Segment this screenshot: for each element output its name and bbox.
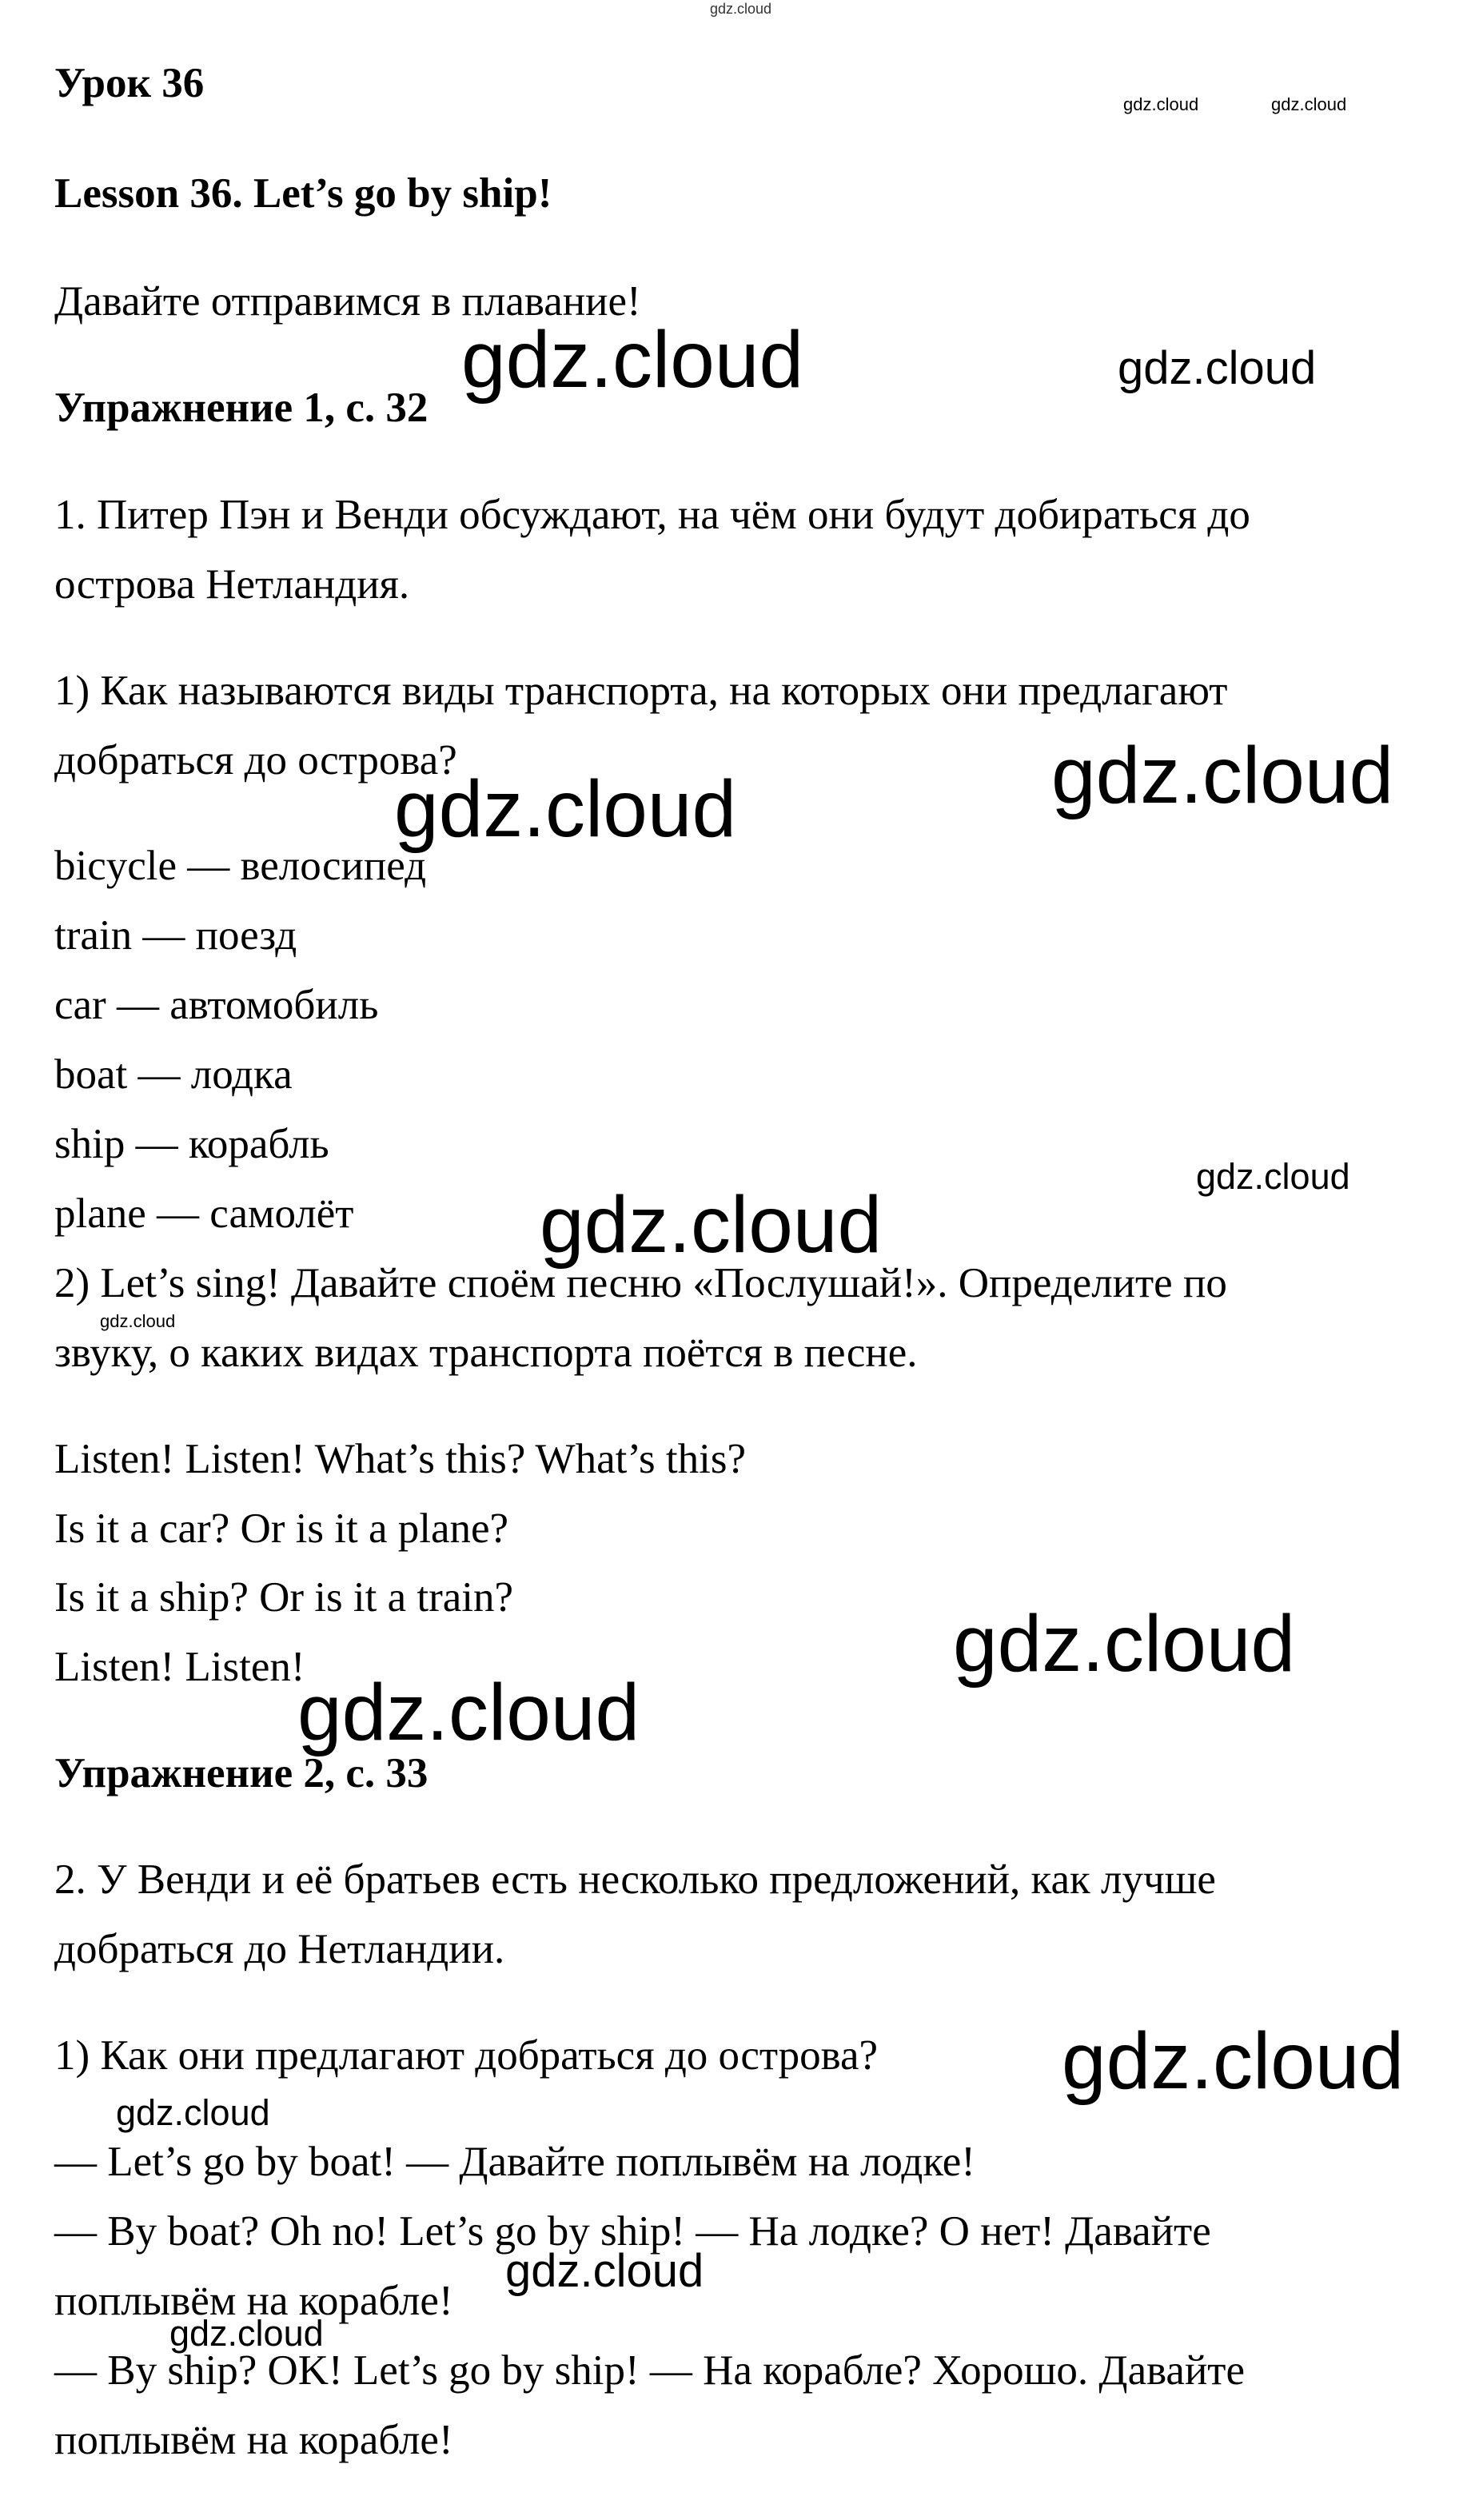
dialogue-line: — Let’s go by boat! — Давайте поплывём на лодке! xyxy=(54,2139,975,2185)
dialogue-line: — By ship? OK! Let’s go by ship! — На корабле? Хорошо. Давайте xyxy=(54,2347,1245,2394)
song-line: Is it a car? Or is it a plane? xyxy=(54,1505,509,1552)
watermark: gdz.cloud xyxy=(1062,2016,1405,2106)
song-line: Is it a ship? Or is it a train? xyxy=(54,1574,514,1621)
watermark: gdz.cloud xyxy=(505,2245,704,2297)
exercise-2-line: 2. У Венди и её братьев есть несколько предложений, как лучше xyxy=(54,1856,1216,1903)
watermark: gdz.cloud xyxy=(116,2092,270,2133)
exercise-2-heading: Упражнение 2, с. 33 xyxy=(54,1750,429,1796)
watermark: gdz.cloud xyxy=(1051,731,1394,820)
exercise-2-line: 1) Как они предлагают добраться до острова? xyxy=(54,2032,879,2079)
watermark: gdz.cloud xyxy=(1196,1156,1350,1197)
exercise-1-heading: Упражнение 1, с. 32 xyxy=(54,385,429,431)
dialogue-line: — By boat? Oh no! Let’s go by ship! — На лодке? О нет! Давайте xyxy=(54,2208,1211,2255)
exercise-2-line: добраться до Нетландии. xyxy=(54,1926,505,1972)
exercise-1-line: 2) Let’s sing! Давайте споём песню «Послушай!». Определите по xyxy=(54,1260,1227,1306)
watermark: gdz.cloud xyxy=(1271,94,1347,114)
lesson-title: Lesson 36. Let’s go by ship! xyxy=(54,170,552,217)
dialogue-line: поплывём на корабле! xyxy=(54,2417,453,2463)
watermark: gdz.cloud xyxy=(394,764,737,854)
vocab-item: ship — корабль xyxy=(54,1121,329,1167)
vocab-item: car — автомобиль xyxy=(54,982,379,1028)
exercise-1-line: 1) Как называются виды транспорта, на которых они предлагают xyxy=(54,668,1228,714)
dialogue-line: поплывём на корабле! xyxy=(54,2278,453,2324)
exercise-1-line: 1. Питер Пэн и Венди обсуждают, на чём они будут добираться до xyxy=(54,492,1250,538)
exercise-1-line: острова Нетландия. xyxy=(54,561,410,608)
watermark: gdz.cloud xyxy=(1118,342,1317,394)
watermark: gdz.cloud xyxy=(710,1,772,17)
watermark: gdz.cloud xyxy=(297,1668,640,1757)
vocab-item: plane — самолёт xyxy=(54,1190,354,1237)
watermark: gdz.cloud xyxy=(1123,94,1199,114)
lesson-translation: Давайте отправимся в плавание! xyxy=(54,278,641,325)
song-line: Listen! Listen! xyxy=(54,1644,305,1690)
vocab-item: bicycle — велосипед xyxy=(54,843,427,889)
watermark: gdz.cloud xyxy=(461,315,804,405)
exercise-1-line: добраться до острова? xyxy=(54,737,457,784)
watermark: gdz.cloud xyxy=(540,1180,883,1270)
exercise-1-line: звуку, о каких видах транспорта поётся в песне. xyxy=(54,1330,918,1376)
song-line: Listen! Listen! What’s this? What’s this? xyxy=(54,1436,747,1482)
vocab-item: boat — лодка xyxy=(54,1051,293,1098)
lesson-heading: Урок 36 xyxy=(54,60,205,106)
watermark: gdz.cloud xyxy=(100,1311,176,1331)
watermark: gdz.cloud xyxy=(953,1599,1296,1689)
watermark: gdz.cloud xyxy=(169,2313,324,2354)
vocab-item: train — поезд xyxy=(54,912,297,959)
